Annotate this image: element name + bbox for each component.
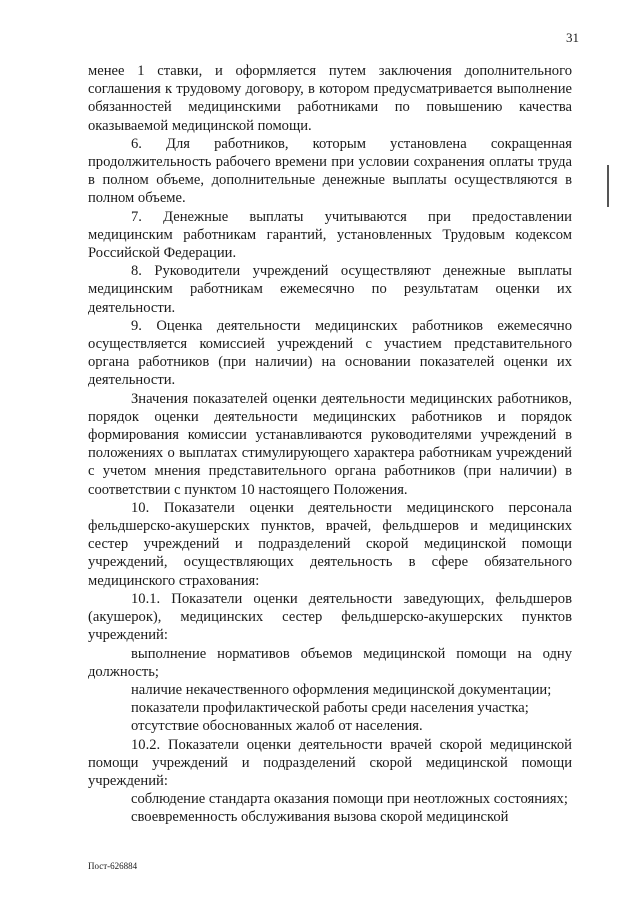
- list-item: соблюдение стандарта оказания помощи при неотложных состояниях;: [131, 791, 568, 808]
- paragraph-continuation: менее 1 ставки, и оформляется путем заключения дополнительного соглашения к трудовому договору, в котором предусматривается выполнение обязанностей медицинскими работниками по повышению качества оказываемой медицинской помощи.: [88, 63, 572, 134]
- document-body: [88, 62, 572, 827]
- list-item: своевременность обслуживания вызова скорой медицинской: [131, 809, 509, 826]
- paragraph-item-7: 7. Денежные выплаты учитываются при предоставлении медицинским работникам гарантий, установленных Трудовым кодексом Российской Федерации.: [88, 208, 572, 262]
- paragraph-item-10-1: 10.1. Показатели оценки деятельности заведующих, фельдшеров (акушерок), медицинских сестер фельдшерско-акушерских пунктов учреждений:: [88, 590, 572, 644]
- list-item: наличие некачественного оформления медицинской документации;: [131, 681, 552, 698]
- footer-code: Пост-626884: [88, 861, 138, 871]
- page-number: 31: [566, 30, 579, 45]
- paragraph-item-9: 9. Оценка деятельности медицинских работников ежемесячно осуществляется комиссией учреждений с участием представительного органа работников (при наличии) на основании показателей оценки их деятельности.: [88, 317, 572, 389]
- paragraph-item-6: 6. Для работников, которым установлена сокращенная продолжительность рабочего времени при условии сохранения оплаты труда в полном объеме, дополнительные денежные выплаты осуществляются в полном объеме.: [88, 135, 572, 207]
- margin-mark: [607, 165, 609, 207]
- paragraph-item-10-2: 10.2. Показатели оценки деятельности врачей скорой медицинской помощи учреждений и подразделений скорой медицинской помощи учреждений:: [88, 736, 572, 789]
- paragraph-item-8: 8. Руководители учреждений осуществляют денежные выплаты медицинским работникам ежемесячно по результатам оценки их деятельности.: [88, 263, 572, 316]
- paragraph-item-10: 10. Показатели оценки деятельности медицинского персонала фельдшерско-акушерских пунктов, врачей, фельдшеров и медицинских сестер учреждений и подразделений скорой медицинской помощи учреждений, осуществляющих деятельность в сфере обязательного медицинского страхования:: [88, 499, 572, 589]
- paragraph-values: Значения показателей оценки деятельности медицинских работников, порядок оценки деятельности медицинских работников и порядок формирования комиссии устанавливаются руководителями учреждений в положениях о выплатах стимулирующего характера работникам учреждений с учетом мнения представительного органа работников (при наличии) в соответствии с пунктом 10 настоящего Положения.: [88, 390, 572, 498]
- list-item: показатели профилактической работы среди населения участка;: [131, 700, 529, 717]
- list-item: выполнение нормативов объемов медицинской помощи на одну должность;: [88, 645, 572, 680]
- list-item: отсутствие обоснованных жалоб от населения.: [131, 718, 423, 735]
